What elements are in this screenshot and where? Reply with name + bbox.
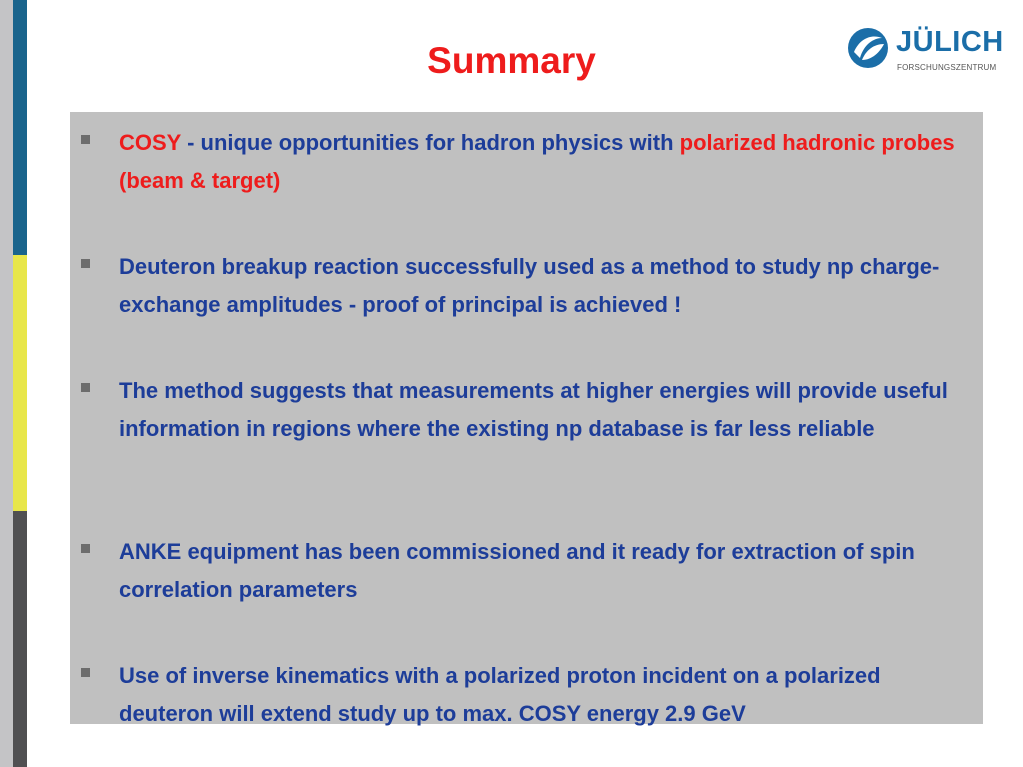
square-bullet-icon bbox=[81, 383, 90, 392]
square-bullet-icon bbox=[81, 259, 90, 268]
bullet-text bbox=[119, 124, 969, 199]
bullet-text bbox=[119, 533, 969, 608]
square-bullet-icon bbox=[81, 544, 90, 553]
left-stripe-gray bbox=[0, 0, 13, 767]
highlighted-text: polarized hadronic probes (beam & target) bbox=[119, 130, 955, 193]
left-stripe-yellow bbox=[13, 255, 27, 511]
juelich-logo-icon bbox=[846, 26, 890, 70]
bullet-text bbox=[119, 248, 969, 323]
logo-subtitle: FORSCHUNGSZENTRUM bbox=[897, 63, 997, 72]
content-box bbox=[70, 112, 983, 724]
body-text: Use of inverse kinematics with a polarized proton incident on a polarized deuteron will extend study up to max. COSY energy 2.9 GeV bbox=[119, 663, 881, 726]
highlighted-text: COSY bbox=[119, 130, 181, 155]
body-text: ANKE equipment has been commissioned and it ready for extraction of spin correlation parameters bbox=[119, 539, 915, 602]
left-stripe-blue bbox=[13, 0, 27, 255]
body-text: The method suggests that measurements at higher energies will provide useful information in regions where the existing np database is far less reliable bbox=[119, 378, 948, 441]
bullet-text bbox=[119, 372, 969, 447]
body-text: Deuteron breakup reaction successfully used as a method to study np charge-exchange amplitudes - proof of principal is achieved ! bbox=[119, 254, 940, 317]
body-text: - unique opportunities for hadron physics with bbox=[180, 130, 680, 155]
juelich-logo bbox=[846, 24, 1006, 76]
left-stripe-dark bbox=[13, 511, 27, 767]
square-bullet-icon bbox=[81, 668, 90, 677]
bullet-text bbox=[119, 657, 969, 732]
square-bullet-icon bbox=[81, 135, 90, 144]
logo-name: JÜLICH bbox=[896, 26, 1004, 58]
slide-title: Summary bbox=[427, 40, 596, 81]
